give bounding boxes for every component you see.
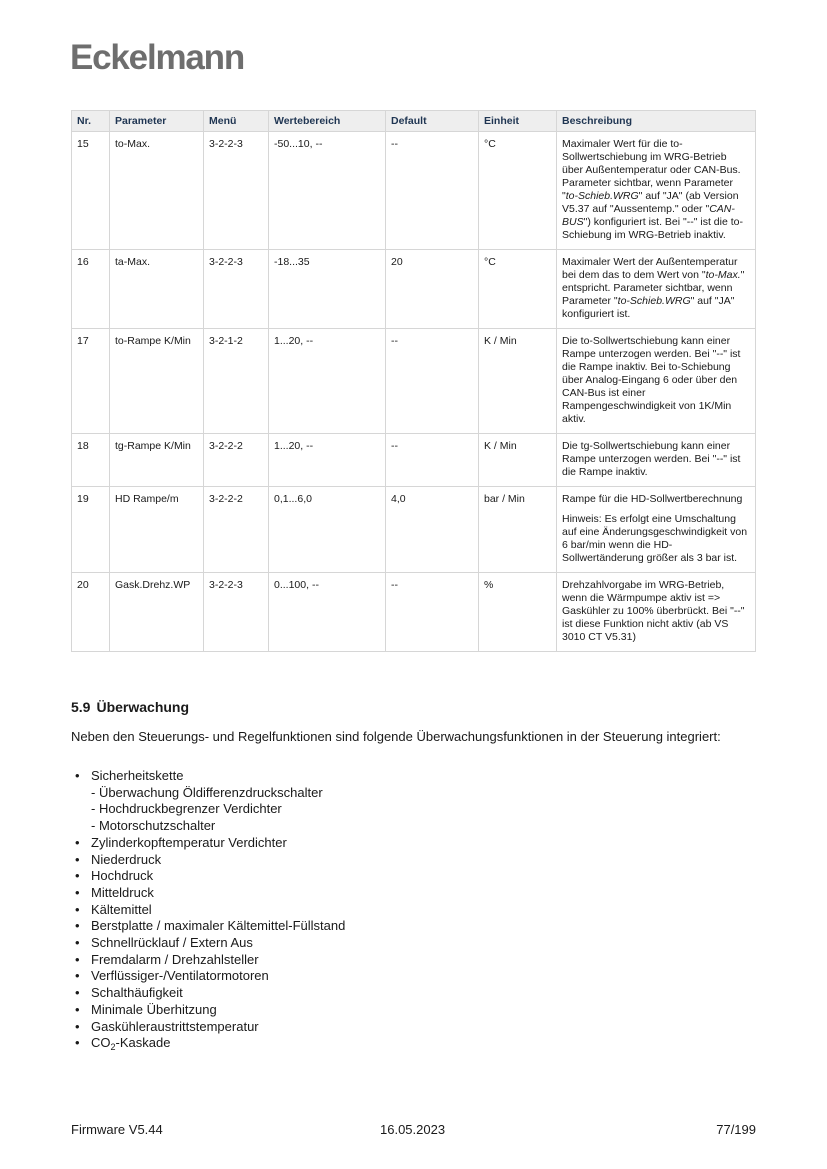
section-number: 5.9: [71, 699, 91, 715]
cell-menu: 3-2-2-3: [204, 573, 269, 652]
formula-text: CO: [91, 1035, 111, 1051]
list-item-label: Fremdalarm / Drehzahlsteller: [91, 951, 259, 967]
bullet-icon: •: [75, 884, 80, 900]
list-item: [75, 852, 345, 869]
table-row: [72, 329, 756, 434]
list-item-label: Niederdruck: [91, 851, 162, 867]
cell-description: Die tg-Sollwertschiebung kann einer Rampe unterzogen werden. Bei "--" ist die Rampe inaktiv.: [557, 434, 756, 487]
monitoring-list: [75, 768, 345, 1052]
list-item-label: [91, 1035, 171, 1053]
column-header-nr: Nr.: [72, 111, 110, 132]
list-item: [75, 885, 345, 902]
bullet-icon: •: [75, 918, 80, 934]
cell-menu: 3-2-2-3: [204, 132, 269, 250]
list-item-label: Schalthäufigkeit: [91, 985, 183, 1001]
cell-description: Maximaler Wert für die to-Sollwertschiebung im WRG-Betrieb über Außentemperatur oder CAN-Bus. Parameter sichtbar, wenn Parameter "to-Schieb.WRG" auf "JA" (ab Version V5.37 auf "Aussentemp." oder "CAN-BUS") konfiguriert ist. Bei "--" ist die to-Schiebung im WRG-Betrieb inaktiv.: [557, 132, 756, 250]
list-item-label: Zylinderkopftemperatur Verdichter: [91, 834, 287, 850]
section-heading: [71, 699, 189, 715]
cell-unit: bar / Min: [479, 487, 557, 573]
cell-description: Rampe für die HD-Sollwertberechnung Hinweis: Es erfolgt eine Umschaltung auf eine Änderungsgeschwindigkeit von 6 bar/min wenn die HD-Sollwertänderung größer als 3 bar ist.: [557, 487, 756, 573]
list-item-label: Minimale Überhitzung: [91, 1001, 217, 1017]
list-subitem: - Hochdruckbegrenzer Verdichter: [91, 801, 282, 817]
eckelmann-logo: Eckelmann: [70, 38, 245, 77]
list-item: [75, 985, 345, 1002]
bullet-icon: •: [75, 1001, 80, 1017]
cell-unit: %: [479, 573, 557, 652]
list-item-label: Berstplatte / maximaler Kältemittel-Füllstand: [91, 918, 346, 934]
cell-default: --: [386, 434, 479, 487]
formula-suffix: -Kaskade: [115, 1035, 171, 1051]
cell-description: Maximaler Wert der Außentemperatur bei dem das to dem Wert von "to-Max." entspricht. Parameter sichtbar, wenn Parameter "to-Schieb.WRG" auf "JA" konfiguriert ist.: [557, 250, 756, 329]
cell-unit: °C: [479, 250, 557, 329]
list-item: [75, 935, 345, 952]
cell-unit: K / Min: [479, 434, 557, 487]
cell-unit: K / Min: [479, 329, 557, 434]
column-header-unit: Einheit: [479, 111, 557, 132]
list-item: [75, 918, 345, 935]
bullet-icon: •: [75, 935, 80, 951]
list-item: [75, 1002, 345, 1019]
cell-range: -50...10, --: [269, 132, 386, 250]
cell-parameter: ta-Max.: [110, 250, 204, 329]
list-item-label: Hochdruck: [91, 868, 154, 884]
list-item-label: Schnellrücklauf / Extern Aus: [91, 935, 253, 951]
bullet-icon: •: [75, 1035, 80, 1051]
list-subitem: - Überwachung Öldifferenzdruckschalter: [91, 784, 323, 800]
bullet-icon: •: [75, 968, 80, 984]
footer-date: 16.05.2023: [380, 1122, 446, 1137]
cell-menu: 3-2-2-3: [204, 250, 269, 329]
cell-description: Drehzahlvorgabe im WRG-Betrieb, wenn die Wärmpumpe aktiv ist => Gaskühler zu 100% überbrückt. Bei "--" ist diese Funktion nicht aktiv (ab VS 3010 CT V5.31): [557, 573, 756, 652]
cell-nr: 20: [72, 573, 110, 652]
cell-parameter: HD Rampe/m: [110, 487, 204, 573]
list-item: [75, 968, 345, 985]
list-item: [75, 768, 345, 835]
cell-default: --: [386, 573, 479, 652]
list-item: [75, 835, 345, 852]
list-item: [75, 1035, 345, 1052]
bullet-icon: •: [75, 1018, 80, 1034]
footer-firmware: Firmware V5.44: [71, 1122, 163, 1137]
cell-parameter: to-Max.: [110, 132, 204, 250]
bullet-icon: •: [75, 768, 80, 783]
list-item-label: Verflüssiger-/Ventilatormotoren: [91, 968, 269, 984]
cell-nr: 18: [72, 434, 110, 487]
table-row: [72, 573, 756, 652]
cell-range: 1...20, --: [269, 329, 386, 434]
bullet-icon: •: [75, 868, 80, 884]
table-row: [72, 434, 756, 487]
list-item: [75, 952, 345, 969]
table-row: [72, 250, 756, 329]
column-header-description: Beschreibung: [557, 111, 756, 132]
column-header-parameter: Parameter: [110, 111, 204, 132]
cell-parameter: to-Rampe K/Min: [110, 329, 204, 434]
list-item-label: Mitteldruck: [91, 884, 154, 900]
list-item: [75, 902, 345, 919]
cell-default: 20: [386, 250, 479, 329]
bullet-icon: •: [75, 851, 80, 867]
column-header-menu: Menü: [204, 111, 269, 132]
cell-unit: °C: [479, 132, 557, 250]
list-item-label: Gaskühleraustrittstemperatur: [91, 1018, 259, 1034]
cell-default: --: [386, 329, 479, 434]
table-row: [72, 132, 756, 250]
cell-default: 4,0: [386, 487, 479, 573]
cell-default: --: [386, 132, 479, 250]
bullet-icon: •: [75, 901, 80, 917]
table-header-row: [72, 111, 756, 132]
cell-range: 0...100, --: [269, 573, 386, 652]
cell-parameter: tg-Rampe K/Min: [110, 434, 204, 487]
cell-range: -18...35: [269, 250, 386, 329]
formula-subscript: 2: [110, 1042, 116, 1053]
section-intro: Neben den Steuerungs- und Regelfunktionen sind folgende Überwachungsfunktionen in der Steuerung integriert:: [71, 729, 721, 744]
bullet-icon: •: [75, 951, 80, 967]
list-subitem: - Motorschutzschalter: [91, 818, 216, 834]
table-row: [72, 487, 756, 573]
cell-range: 0,1...6,0: [269, 487, 386, 573]
cell-description: Die to-Sollwertschiebung kann einer Rampe unterzogen werden. Bei "--" ist die Rampe inaktiv. Bei to-Schiebung über Analog-Eingang 6 oder über den CAN-Bus ist einer Rampengeschwindigkeit von 1K/Min aktiv.: [557, 329, 756, 434]
cell-range: 1...20, --: [269, 434, 386, 487]
parameter-table: [71, 110, 756, 652]
list-item-label: Sicherheitskette: [91, 768, 184, 783]
footer-page-number: 77/199: [716, 1122, 756, 1137]
section-title: Überwachung: [96, 699, 190, 715]
cell-menu: 3-2-1-2: [204, 329, 269, 434]
table-body: [72, 132, 756, 652]
bullet-icon: •: [75, 834, 80, 850]
list-item: [75, 868, 345, 885]
cell-menu: 3-2-2-2: [204, 434, 269, 487]
bullet-icon: •: [75, 985, 80, 1001]
cell-menu: 3-2-2-2: [204, 487, 269, 573]
cell-nr: 15: [72, 132, 110, 250]
cell-parameter: Gask.Drehz.WP: [110, 573, 204, 652]
cell-nr: 17: [72, 329, 110, 434]
cell-nr: 16: [72, 250, 110, 329]
column-header-default: Default: [386, 111, 479, 132]
list-item: [75, 1019, 345, 1036]
cell-nr: 19: [72, 487, 110, 573]
list-item-label: Kältemittel: [91, 901, 152, 917]
column-header-range: Wertebereich: [269, 111, 386, 132]
